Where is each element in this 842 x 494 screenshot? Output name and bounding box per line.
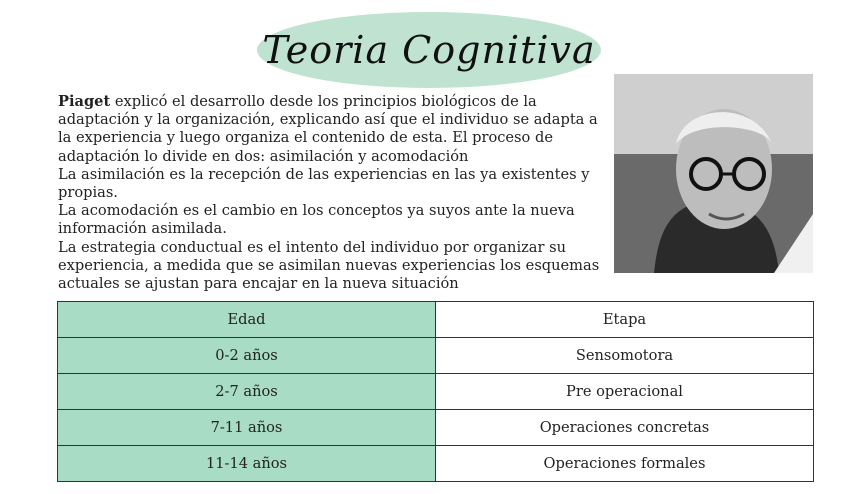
intro-text: explicó el desarrollo desde los principios biológicos de la adaptación y la organización, explicando así que el individuo se adapta a la experiencia y luego organiza el contenido de esta. El proceso de adaptación lo divide en dos: asimilación y acomodación xyxy=(58,93,598,165)
body-text xyxy=(58,93,610,293)
intro-paragraph xyxy=(58,93,610,166)
table-row xyxy=(58,410,814,446)
acomodacion-text: La acomodación es el cambio en los conceptos ya suyos ante la nueva información asimilada. xyxy=(58,202,575,238)
author-name: Piaget xyxy=(58,93,111,110)
age-cell: 11-14 años xyxy=(58,446,436,482)
table-row xyxy=(58,374,814,410)
stage-cell: Operaciones formales xyxy=(436,446,814,482)
table-row xyxy=(58,338,814,374)
page-title: Teoria Cognitiva xyxy=(262,28,596,72)
age-cell: 2-7 años xyxy=(58,374,436,410)
asimilacion-text: La asimilación es la recepción de las experiencias en las ya existentes y propias. xyxy=(58,165,590,202)
stage-cell: Operaciones concretas xyxy=(436,410,814,446)
table-row xyxy=(58,446,814,482)
age-cell: 7-11 años xyxy=(58,410,436,446)
portrait-illustration xyxy=(614,74,813,273)
portrait-photo xyxy=(614,74,813,273)
stage-cell: Pre operacional xyxy=(436,374,814,410)
estrategia-text: La estrategia conductual es el intento del individuo por organizar su experiencia, a medida que se asimilan nuevas experiencias los esquemas actuales se ajustan para encajar en la nueva situación xyxy=(58,238,600,293)
header-edad: Edad xyxy=(58,302,436,338)
age-cell: 0-2 años xyxy=(58,338,436,374)
stages-table xyxy=(57,301,814,482)
stage-cell: Sensomotora xyxy=(436,338,814,374)
table-header-row xyxy=(58,302,814,338)
header-etapa: Etapa xyxy=(436,302,814,338)
